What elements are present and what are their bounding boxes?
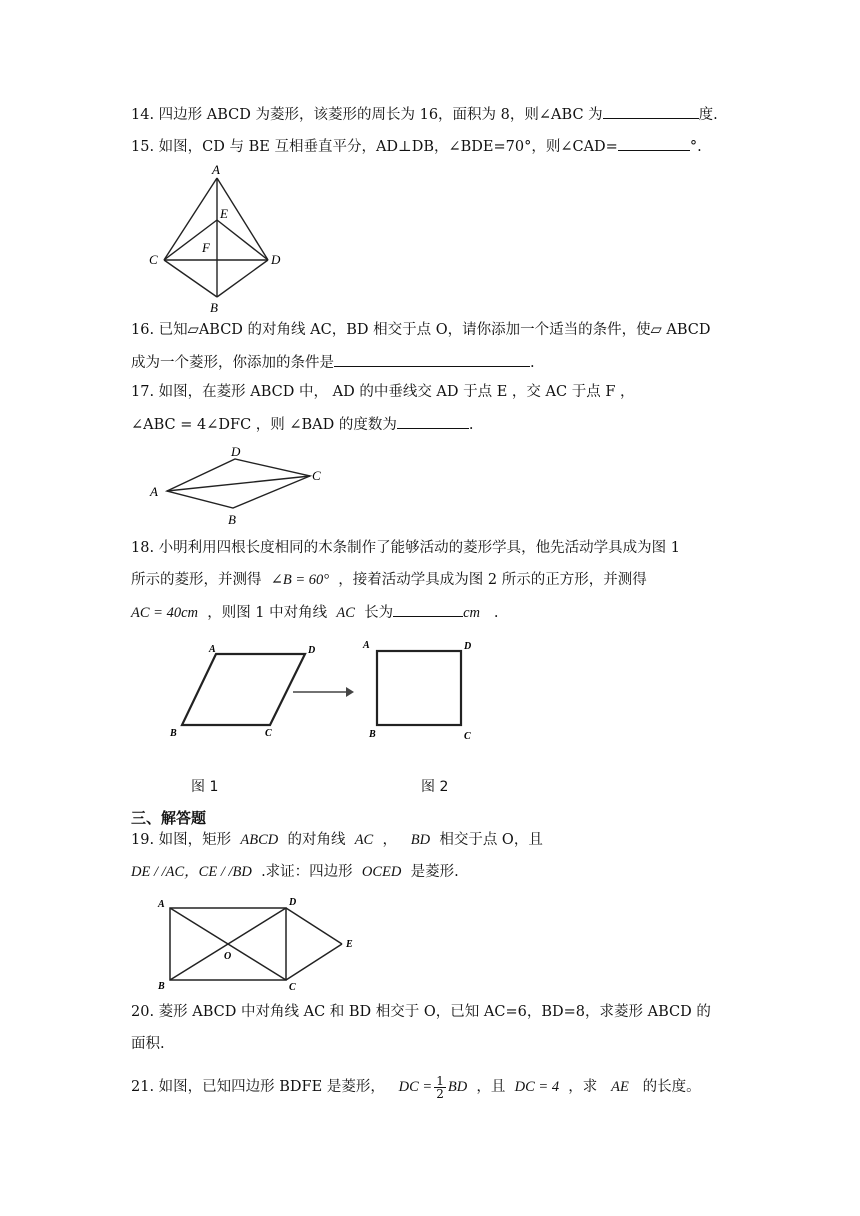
segment-db (217, 260, 268, 297)
q18-figures (160, 636, 490, 748)
q17-suffix: . (468, 417, 474, 433)
label-o: O (224, 951, 232, 962)
question-19-line1 (131, 830, 543, 850)
q17-line1: 17. 如图，在菱形 ABCD 中， AD 的中垂线交 AD 于点 E ，交 AC 于点 F ， (131, 384, 635, 400)
answer-blank-15[interactable] (618, 136, 690, 151)
q14-text: 14. 四边形 ABCD 为菱形，该菱形的周长为 16，面积为 8，则∠ABC 为 (131, 107, 603, 123)
answer-blank-14[interactable] (603, 104, 699, 119)
parallel-expr: DE / /AC，CE / /BD (131, 864, 252, 880)
label-c: C (149, 252, 158, 267)
arrow-icon (293, 687, 354, 697)
question-18-line2 (131, 570, 647, 590)
q19-line2d: 是菱形. (410, 864, 459, 880)
q19-comma: ， (382, 832, 397, 848)
question-20-line1 (131, 1002, 711, 1022)
ac-expr: AC = 40cm (131, 605, 198, 621)
label-f: F (202, 240, 210, 255)
question-15 (131, 136, 702, 157)
fig2-square (377, 651, 461, 725)
q15-suffix: °. (689, 139, 702, 155)
question-17-line2 (131, 414, 474, 435)
fig1-label-b: B (170, 728, 177, 739)
diagonal-ac (167, 476, 310, 491)
q16-suffix: . (530, 355, 535, 371)
question-16-line1 (131, 320, 710, 340)
q15-figure (140, 160, 300, 318)
diag-bd: BD (410, 832, 431, 848)
fig2-label-c: C (464, 731, 471, 742)
label-d: D (289, 897, 297, 908)
q21-a: 21. 如图，已知四边形 BDFE 是菱形， (131, 1079, 385, 1095)
q18-line3d: 长为 (364, 605, 394, 621)
segment-de (217, 220, 268, 260)
label-a: A (212, 162, 220, 177)
fig1-label-a: A (209, 644, 216, 655)
q17-line2: ∠ABC = 4∠DFC ，则 ∠BAD 的度数为 (131, 417, 397, 433)
label-d: D (231, 444, 241, 459)
fig1-label-c: C (265, 728, 272, 739)
fraction-denominator: 2 (436, 1086, 444, 1101)
dc-expr: DC = (398, 1079, 433, 1095)
q19-line1a: 19. 如图，矩形 (131, 832, 232, 848)
question-20-line2 (131, 1034, 165, 1054)
label-c: C (289, 982, 296, 993)
q19-line1c: 的对角线 (287, 832, 346, 848)
q21-h: 的长度。 (642, 1079, 701, 1095)
q21-f: ，求 (568, 1079, 598, 1095)
q19-line1g: 相交于点 O，且 (439, 832, 543, 848)
label-c: C (312, 468, 321, 483)
unit-cm: cm (463, 605, 481, 621)
q16-line1: 16. 已知▱ABCD 的对角线 AC，BD 相交于点 O，请你添加一个适当的条件，使▱ ABCD (131, 322, 711, 338)
question-18-line3 (131, 602, 498, 623)
ae-label: AE (611, 1079, 629, 1095)
fraction-half (434, 1075, 446, 1100)
dc-value: DC = 4 (514, 1079, 560, 1095)
answer-blank-16[interactable] (334, 352, 530, 367)
fig2-label-a: A (363, 640, 370, 651)
q20-line2: 面积. (131, 1036, 165, 1052)
q20-line1: 20. 菱形 ABCD 中对角线 AC 和 BD 相交于 O，已知 AC=6，BD=8，求菱形 ABCD 的 (131, 1004, 711, 1020)
segment-ce (286, 944, 342, 980)
quad-oced: OCED (361, 864, 402, 880)
label-b: B (228, 512, 236, 527)
label-a: A (150, 484, 158, 499)
q19-figure (150, 892, 370, 994)
q14-suffix: 度. (698, 107, 718, 123)
figure-1-caption: 图 1 (191, 779, 219, 795)
answer-blank-18[interactable] (393, 602, 463, 617)
figure-2-caption: 图 2 (421, 779, 449, 795)
q17-figure (145, 442, 335, 528)
rect-abcd: ABCD (240, 832, 279, 848)
fraction-numerator: 1 (436, 1073, 444, 1088)
label-e: E (346, 939, 353, 950)
q18-line2c: ，接着活动学具成为图 2 所示的正方形，并测得 (338, 572, 647, 588)
segment-cb (164, 260, 217, 297)
angle-b-expr: ∠B = 60° (270, 572, 330, 588)
q18-line2a: 所示的菱形，并测得 (131, 572, 262, 588)
label-e: E (220, 206, 228, 221)
question-14 (131, 104, 718, 125)
section-heading: 三、解答题 (131, 809, 207, 827)
q18-line3b: ，则图 1 中对角线 (207, 605, 328, 621)
q18-line1: 18. 小明利用四根长度相同的木条制作了能够活动的菱形学具，他先活动学具成为图 1 (131, 540, 681, 556)
bd-label: BD (447, 1079, 468, 1095)
answer-blank-17[interactable] (397, 414, 469, 429)
q21-d: ，且 (476, 1079, 506, 1095)
label-a: A (158, 899, 165, 910)
label-b: B (210, 300, 218, 315)
q18-suffix: . (493, 605, 499, 621)
fig2-label-b: B (369, 729, 376, 740)
diag-ac: AC (354, 832, 374, 848)
question-19-line2 (131, 862, 459, 882)
q15-text: 15. 如图，CD 与 BE 互相垂直平分，AD⊥DB，∠BDE=70°，则∠CAD= (131, 139, 618, 155)
q19-line2b: .求证：四边形 (261, 864, 353, 880)
fig1-label-d: D (308, 645, 316, 656)
label-b: B (158, 981, 165, 992)
fig2-label-d: D (464, 641, 472, 652)
segment-de (286, 908, 342, 944)
question-16-line2 (131, 352, 535, 373)
q16-line2: 成为一个菱形，你添加的条件是 (131, 355, 334, 371)
question-17-line1 (131, 382, 635, 402)
label-d: D (271, 252, 281, 267)
ac-label: AC (336, 605, 355, 621)
question-18-line1 (131, 538, 680, 558)
fig1-rhombus (182, 654, 305, 725)
question-21 (131, 1070, 701, 1104)
